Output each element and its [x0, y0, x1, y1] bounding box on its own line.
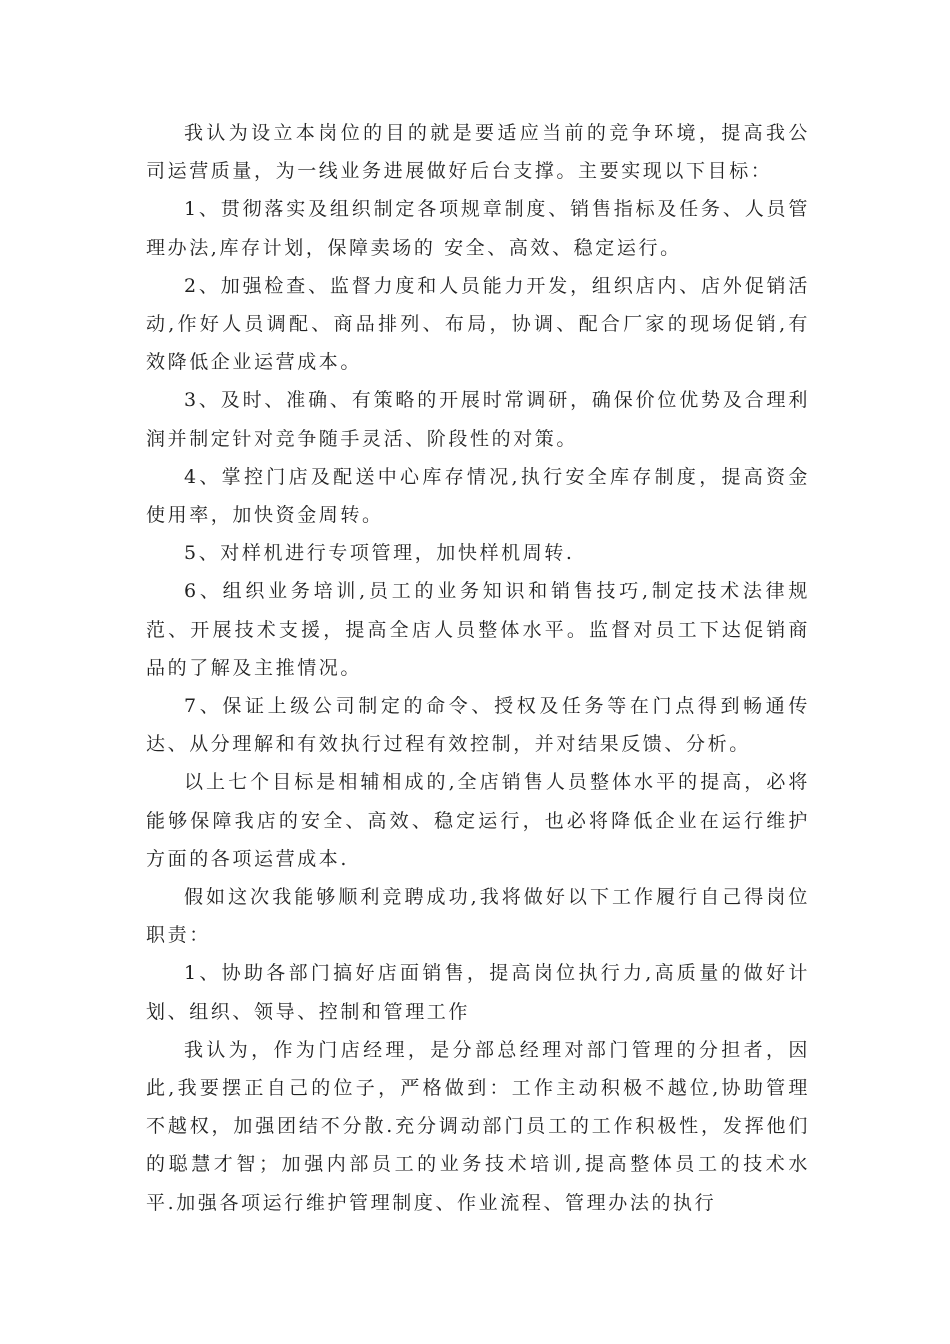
paragraph-goal-2: 2、加强检查、监督力度和人员能力开发，组织店内、店外促销活动,作好人员调配、商品排列、布局，协调、配合厂家的现场促销,有效降低企业运营成本。 — [146, 274, 810, 374]
paragraph-duty-1: 1、协助各部门搞好店面销售，提高岗位执行力,高质量的做好计划、组织、领导、控制和管理工作 — [146, 962, 810, 1023]
paragraph-goal-4: 4、掌控门店及配送中心库存情况,执行安全库存制度，提高资金使用率，加快资金周转。 — [146, 465, 810, 527]
paragraph-role-description: 我认为，作为门店经理，是分部总经理对部门管理的分担者，因此,我要摆正自己的位子，严格做到：工作主动积极不越位,协助管理不越权，加强团结不分散.充分调动部门员工的工作积极性，发挥他们的聪慧才智；加强内部员工的业务技术培训,提高整体员工的技术水平.加强各项运行维护管理制度、作业流程、管理办法的执行 — [146, 1038, 810, 1214]
paragraph-goal-1: 1、贯彻落实及组织制定各项规章制度、销售指标及任务、人员管理办法,库存计划，保障卖场的 安全、高效、稳定运行。 — [146, 198, 810, 259]
paragraph-goal-7: 7、保证上级公司制定的命令、授权及任务等在门点得到畅通传达、从分理解和有效执行过程有效控制，并对结果反馈、分析。 — [146, 695, 810, 756]
paragraph-goal-3: 3、及时、准确、有策略的开展时常调研，确保价位优势及合理利润并制定针对竞争随手灵活、阶段性的对策。 — [146, 389, 810, 450]
paragraph-goal-5: 5、对样机进行专项管理，加快样机周转. — [184, 542, 575, 565]
paragraph-duties-intro: 假如这次我能够顺利竞聘成功,我将做好以下工作履行自己得岗位职责： — [146, 886, 810, 947]
paragraph-intro: 我认为设立本岗位的目的就是要适应当前的竞争环境，提高我公司运营质量，为一线业务进展做好后台支撑。主要实现以下目标： — [146, 122, 810, 183]
document-body — [146, 114, 810, 1222]
paragraph-goal-6: 6、组织业务培训,员工的业务知识和销售技巧,制定技术法律规范、开展技术支援，提高全店人员整体水平。监督对员工下达促销商品的了解及主推情况。 — [146, 580, 810, 679]
paragraph-summary: 以上七个目标是相辅相成的,全店销售人员整体水平的提高，必将能够保障我店的安全、高效、稳定运行，也必将降低企业在运行维护方面的各项运营成本. — [146, 771, 810, 870]
